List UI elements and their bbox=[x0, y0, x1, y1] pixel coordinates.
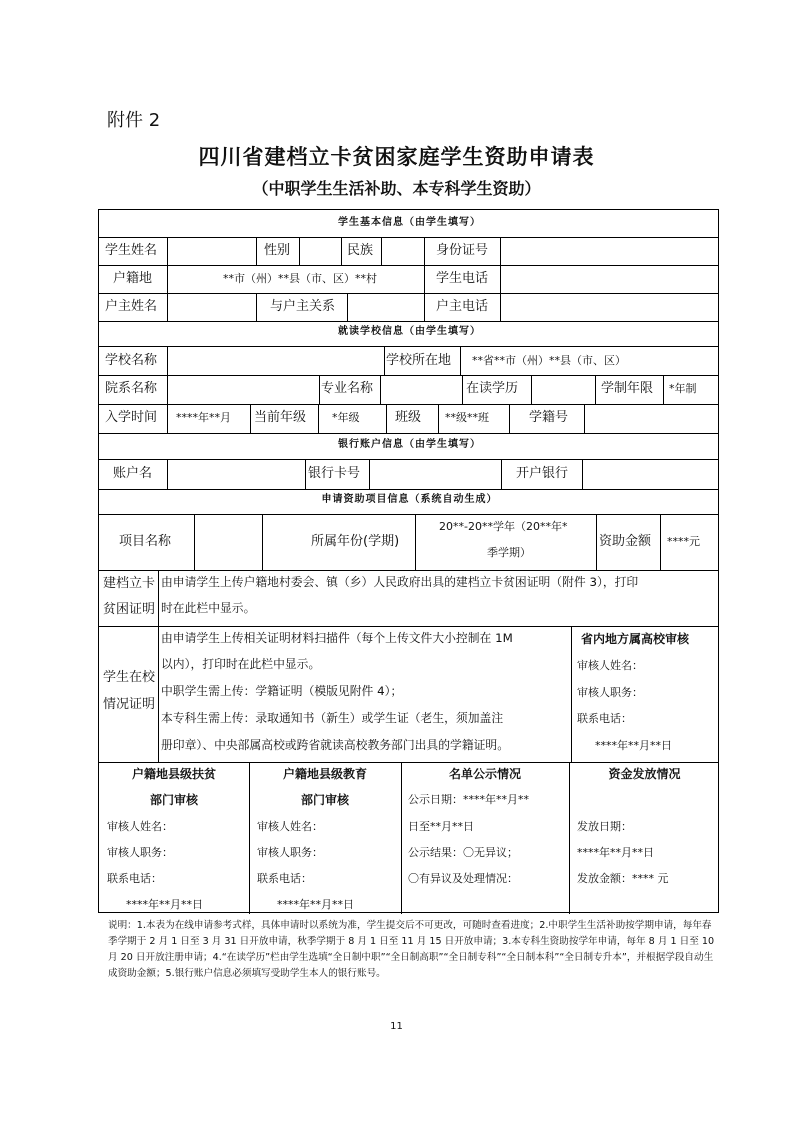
publicity-date-1: 公示日期：****年**月** bbox=[408, 793, 529, 806]
school-name-label: 学校名称 bbox=[105, 353, 158, 368]
poverty-dept-title-1: 户籍地县级扶贫 bbox=[131, 767, 216, 781]
hukou-label: 户籍地 bbox=[113, 271, 153, 286]
poverty-proof-label-2: 贫困证明 bbox=[103, 602, 156, 617]
enrollment-proof-line: 册印章）、中央部属高校或跨省就读高校教务部门出具的学籍证明。 bbox=[161, 738, 510, 752]
student-no-label: 学籍号 bbox=[529, 410, 569, 425]
grade-value: *年级 bbox=[332, 411, 360, 424]
gender-label: 性别 bbox=[264, 243, 291, 258]
edu-contact: 联系电话： bbox=[257, 872, 312, 885]
provincial-reviewer-name: 审核人姓名： bbox=[577, 659, 643, 672]
account-name-label: 账户名 bbox=[113, 466, 153, 481]
project-year-value-2: 季学期） bbox=[487, 546, 531, 559]
poverty-reviewer-title: 审核人职务： bbox=[107, 846, 173, 859]
provincial-review-title: 省内地方属高校审核 bbox=[581, 632, 690, 646]
ethnic-label: 民族 bbox=[347, 243, 374, 258]
project-year-label: 所属年份(学期) bbox=[311, 534, 400, 549]
attachment-label: 附件 2 bbox=[107, 110, 161, 131]
enroll-time-label: 入学时间 bbox=[105, 410, 158, 425]
page-number: 11 bbox=[390, 1021, 403, 1032]
school-location-label: 学校所在地 bbox=[386, 353, 452, 368]
householder-name-label: 户主姓名 bbox=[105, 299, 158, 314]
department-label: 院系名称 bbox=[105, 381, 158, 396]
bank-name-label: 开户银行 bbox=[516, 466, 569, 481]
form-subtitle: （中职学生生活补助、本专科学生资助） bbox=[252, 179, 541, 198]
amount-label: 资助金额 bbox=[599, 534, 652, 549]
enroll-time-value: ****年**月 bbox=[176, 411, 231, 424]
amount-value: ****元 bbox=[667, 535, 700, 548]
edu-dept-title-1: 户籍地县级教育 bbox=[282, 767, 367, 781]
fund-date-label: 发放日期： bbox=[577, 820, 632, 833]
publicity-result: 公示结果：〇无异议； bbox=[408, 846, 518, 859]
edu-reviewer-title: 审核人职务： bbox=[257, 846, 323, 859]
fund-amount: 发放金额：**** 元 bbox=[577, 872, 669, 885]
edu-reviewer-name: 审核人姓名： bbox=[257, 820, 323, 833]
edu-review-date: ****年**月**日 bbox=[277, 898, 354, 911]
poverty-contact: 联系电话： bbox=[107, 872, 162, 885]
application-form-table bbox=[98, 209, 719, 913]
section-header-bank: 银行账户信息（由学生填写） bbox=[338, 439, 481, 450]
years-label: 学制年限 bbox=[601, 381, 654, 396]
provincial-reviewer-title: 审核人职务： bbox=[577, 686, 643, 699]
form-notes: 说明：1.本表为在线申请参考式样，具体申请时以系统为准，学生提交后不可更改，可随时查看进度；2.中职学生生活补助按学期申请，每年春季学期于 2 月 1 日至 3 月 31 日开放申请，秋季学期于 8 月 1 日至 11 月 15 日开放申请；3.本专科生资助按学年申请，每年 8 月 1 日至 10 月 20 日开放注册申请；4.“在读学历”栏由学生选填“全日制中职”“全日制高职”“全日制专科”“全日制本科”“全日制专升本”，并根据学段自动生成资助金额；5.银行账户信息必须填写受助学生本人的银行账号。 bbox=[108, 920, 715, 979]
publicity-objection: 〇有异议及处理情况： bbox=[408, 872, 518, 885]
section-header-project: 申请资助项目信息（系统自动生成） bbox=[321, 494, 498, 505]
project-name-label: 项目名称 bbox=[119, 534, 172, 549]
student-phone-label: 学生电话 bbox=[436, 271, 489, 286]
poverty-proof-text-1: 由申请学生上传户籍地村委会、镇（乡）人民政府出具的建档立卡贫困证明（附件 3），打印 bbox=[161, 575, 639, 589]
householder-phone-label: 户主电话 bbox=[436, 299, 489, 314]
enrollment-proof-label-2: 情况证明 bbox=[103, 697, 156, 712]
poverty-proof-text-2: 时在此栏中显示。 bbox=[161, 601, 256, 615]
enrollment-proof-label-1: 学生在校 bbox=[103, 670, 156, 685]
edu-dept-title-2: 部门审核 bbox=[300, 793, 349, 807]
form-title: 四川省建档立卡贫困家庭学生资助申请表 bbox=[198, 145, 595, 169]
publicity-date-2: 日至**月**日 bbox=[408, 820, 474, 833]
enrollment-proof-line: 以内），打印时在此栏中显示。 bbox=[161, 657, 321, 671]
fund-title: 资金发放情况 bbox=[608, 767, 681, 781]
section-header-school: 就读学校信息（由学生填写） bbox=[338, 326, 481, 337]
fund-date-value: ****年**月**日 bbox=[577, 846, 654, 859]
provincial-contact: 联系电话： bbox=[577, 712, 632, 725]
id-number-label: 身份证号 bbox=[436, 243, 489, 258]
student-name-label: 学生姓名 bbox=[105, 243, 158, 258]
project-year-value-1: 20**-20**学年（20**年* bbox=[439, 520, 568, 533]
class-value: **级**班 bbox=[445, 411, 489, 424]
major-label: 专业名称 bbox=[321, 381, 374, 396]
poverty-review-date: ****年**月**日 bbox=[126, 898, 203, 911]
poverty-dept-title-2: 部门审核 bbox=[149, 793, 198, 807]
hukou-value: **市（州）**县（市、区）**村 bbox=[223, 272, 377, 285]
bank-card-label: 银行卡号 bbox=[308, 466, 361, 481]
poverty-proof-label-1: 建档立卡 bbox=[103, 576, 156, 591]
section-header-basic: 学生基本信息（由学生填写） bbox=[338, 217, 481, 228]
enrollment-proof-line: 中职学生需上传：学籍证明（模版见附件 4）； bbox=[161, 684, 403, 698]
enrollment-proof-line: 由申请学生上传相关证明材料扫描件（每个上传文件大小控制在 1M bbox=[161, 631, 513, 645]
enrollment-proof-line: 本专科生需上传：录取通知书（新生）或学生证（老生，须加盖注 bbox=[161, 711, 504, 725]
householder-relation-label: 与户主关系 bbox=[270, 299, 336, 314]
publicity-title: 名单公示情况 bbox=[448, 767, 521, 781]
school-location-value: **省**市（州）**县（市、区） bbox=[472, 354, 626, 367]
grade-label: 当前年级 bbox=[254, 410, 307, 425]
education-label: 在读学历 bbox=[466, 381, 519, 396]
class-label: 班级 bbox=[395, 410, 422, 425]
poverty-reviewer-name: 审核人姓名： bbox=[107, 820, 173, 833]
years-value: *年制 bbox=[669, 382, 697, 395]
provincial-review-date: ****年**月**日 bbox=[595, 739, 672, 752]
